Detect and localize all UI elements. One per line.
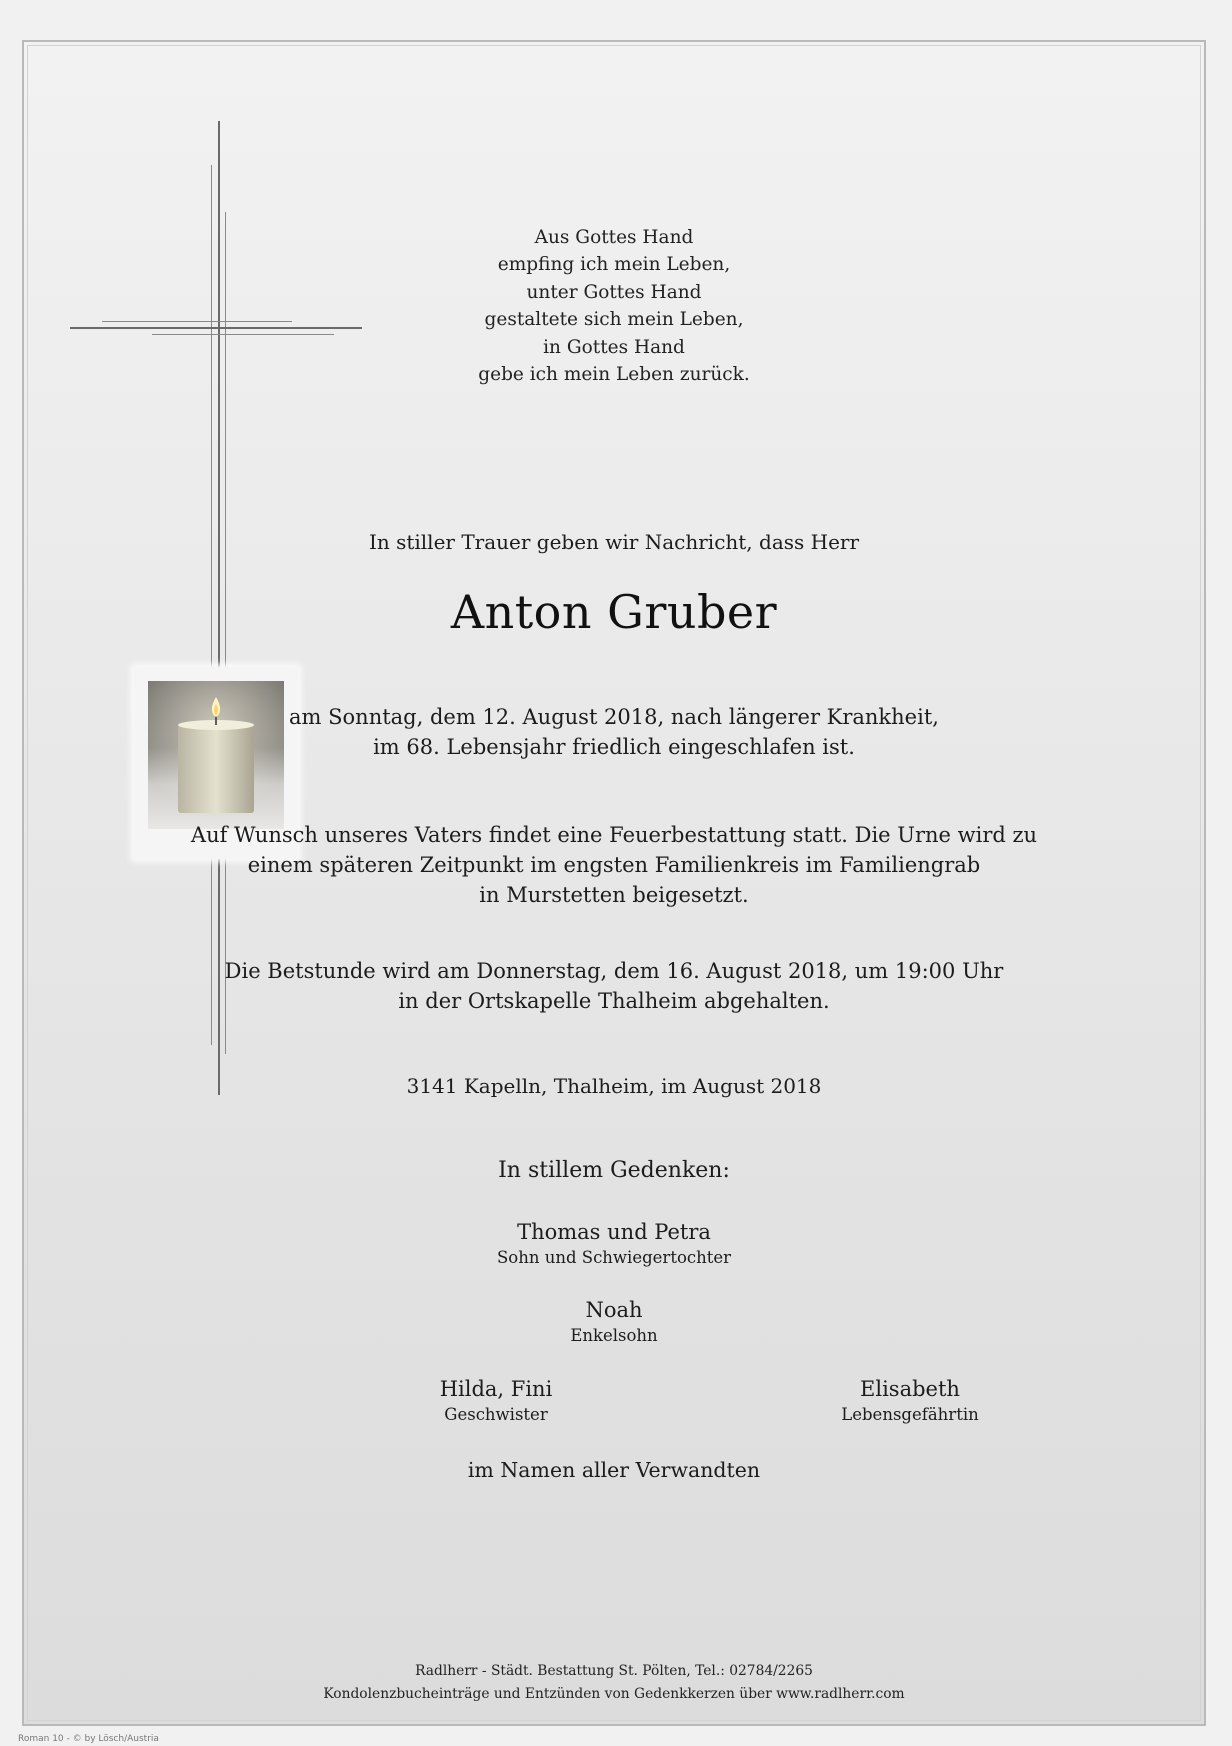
burial-notice: Auf Wunsch unseres Vaters findet eine Feuerbestattung statt. Die Urne wird zu einem späteren Zeitpunkt im engsten Familienkreis im Familiengrab in Murstetten beigesetzt. [190,823,1038,907]
mourner-partner [760,1377,1060,1424]
bible-verse: Aus Gottes Hand empfing ich mein Leben, unter Gottes Hand gestaltete sich mein Leben, in Gottes Hand gebe ich mein Leben zurück. [478,227,750,386]
mourner-name: Noah [585,1298,643,1322]
mourner-name: Thomas und Petra [517,1220,711,1244]
mourner-grandson [22,1298,1206,1345]
death-notice: am Sonntag, dem 12. August 2018, nach längerer Krankheit, im 68. Lebensjahr friedlich eingeschlafen ist. [289,705,939,759]
mourner-relation: Sohn und Schwiegertochter [496,1248,732,1267]
relatives-note: im Namen aller Verwandten [467,1458,761,1482]
mourner-relation: Enkelsohn [570,1326,658,1345]
place-date: 3141 Kapelln, Thalheim, im August 2018 [406,1074,822,1098]
mourner-name: Elisabeth [860,1377,960,1401]
intro-text: In stiller Trauer geben wir Nachricht, dass Herr [368,530,860,554]
mourner-son [22,1220,1206,1267]
imprint: Roman 10 - © by Lösch/Austria [18,1734,159,1744]
prayer-notice: Die Betstunde wird am Donnerstag, dem 16. August 2018, um 19:00 Uhr in der Ortskapelle Thalheim abgehalten. [224,959,1004,1013]
mourner-relation: Geschwister [444,1405,548,1424]
mourner-siblings [346,1377,646,1424]
mourner-name: Hilda, Fini [439,1377,553,1401]
funeral-home-footer: Radlherr - Städt. Bestattung St. Pölten, Tel.: 02784/2265 Kondolenzbucheinträge und Entzünden von Gedenkkerzen über www.radlherr.com [323,1663,905,1702]
mourner-relation: Lebensgefährtin [841,1405,979,1424]
deceased-name: Anton Gruber [450,585,778,639]
memory-heading: In stillem Gedenken: [498,1158,730,1183]
